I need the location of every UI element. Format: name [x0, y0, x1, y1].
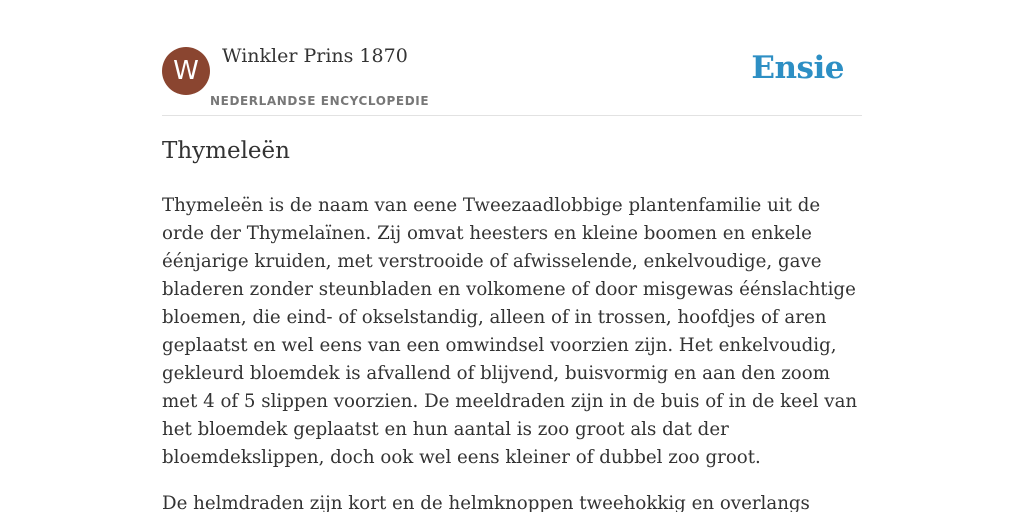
- article-body: [162, 192, 862, 512]
- ensie-logo-link[interactable]: Ensie: [751, 50, 844, 86]
- article-page: [162, 0, 862, 512]
- source-subtitle: NEDERLANDSE ENCYCLOPEDIE: [210, 94, 430, 108]
- header-divider: [162, 115, 862, 116]
- source-title[interactable]: Winkler Prins 1870: [222, 45, 408, 67]
- avatar-letter: W: [173, 56, 199, 86]
- article-paragraph: De helmdraden zijn kort en de helmknoppen tweehokkig en overlangs: [162, 493, 810, 512]
- article-title: Thymeleën: [162, 138, 290, 164]
- article-paragraph: Thymeleën is de naam van eene Tweezaadlobbige plantenfamilie uit de orde der Thymelaïnen. Zij omvat heesters en kleine boomen en enkele éénjarige kruiden, met verstrooide of afwisselende, enkelvoudige, gave bladeren zonder steunbladen en volkomene of door misgewas éénslachtige bloemen, die eind- of okselstandig, alleen of in trossen, hoofdjes of aren geplaatst en wel eens van een omwindsel voorzien zijn. Het enkelvoudig, gekleurd bloemdek is afvallend of blijvend, buisvormig en aan den zoom met 4 of 5 slippen voorzien. De meeldraden zijn in de buis of in de keel van het bloemdek geplaatst en hun aantal is zoo groot als dat der bloemdekslippen, doch ook wel eens kleiner of dubbel zoo groot.: [162, 195, 858, 468]
- source-avatar[interactable]: [162, 47, 210, 95]
